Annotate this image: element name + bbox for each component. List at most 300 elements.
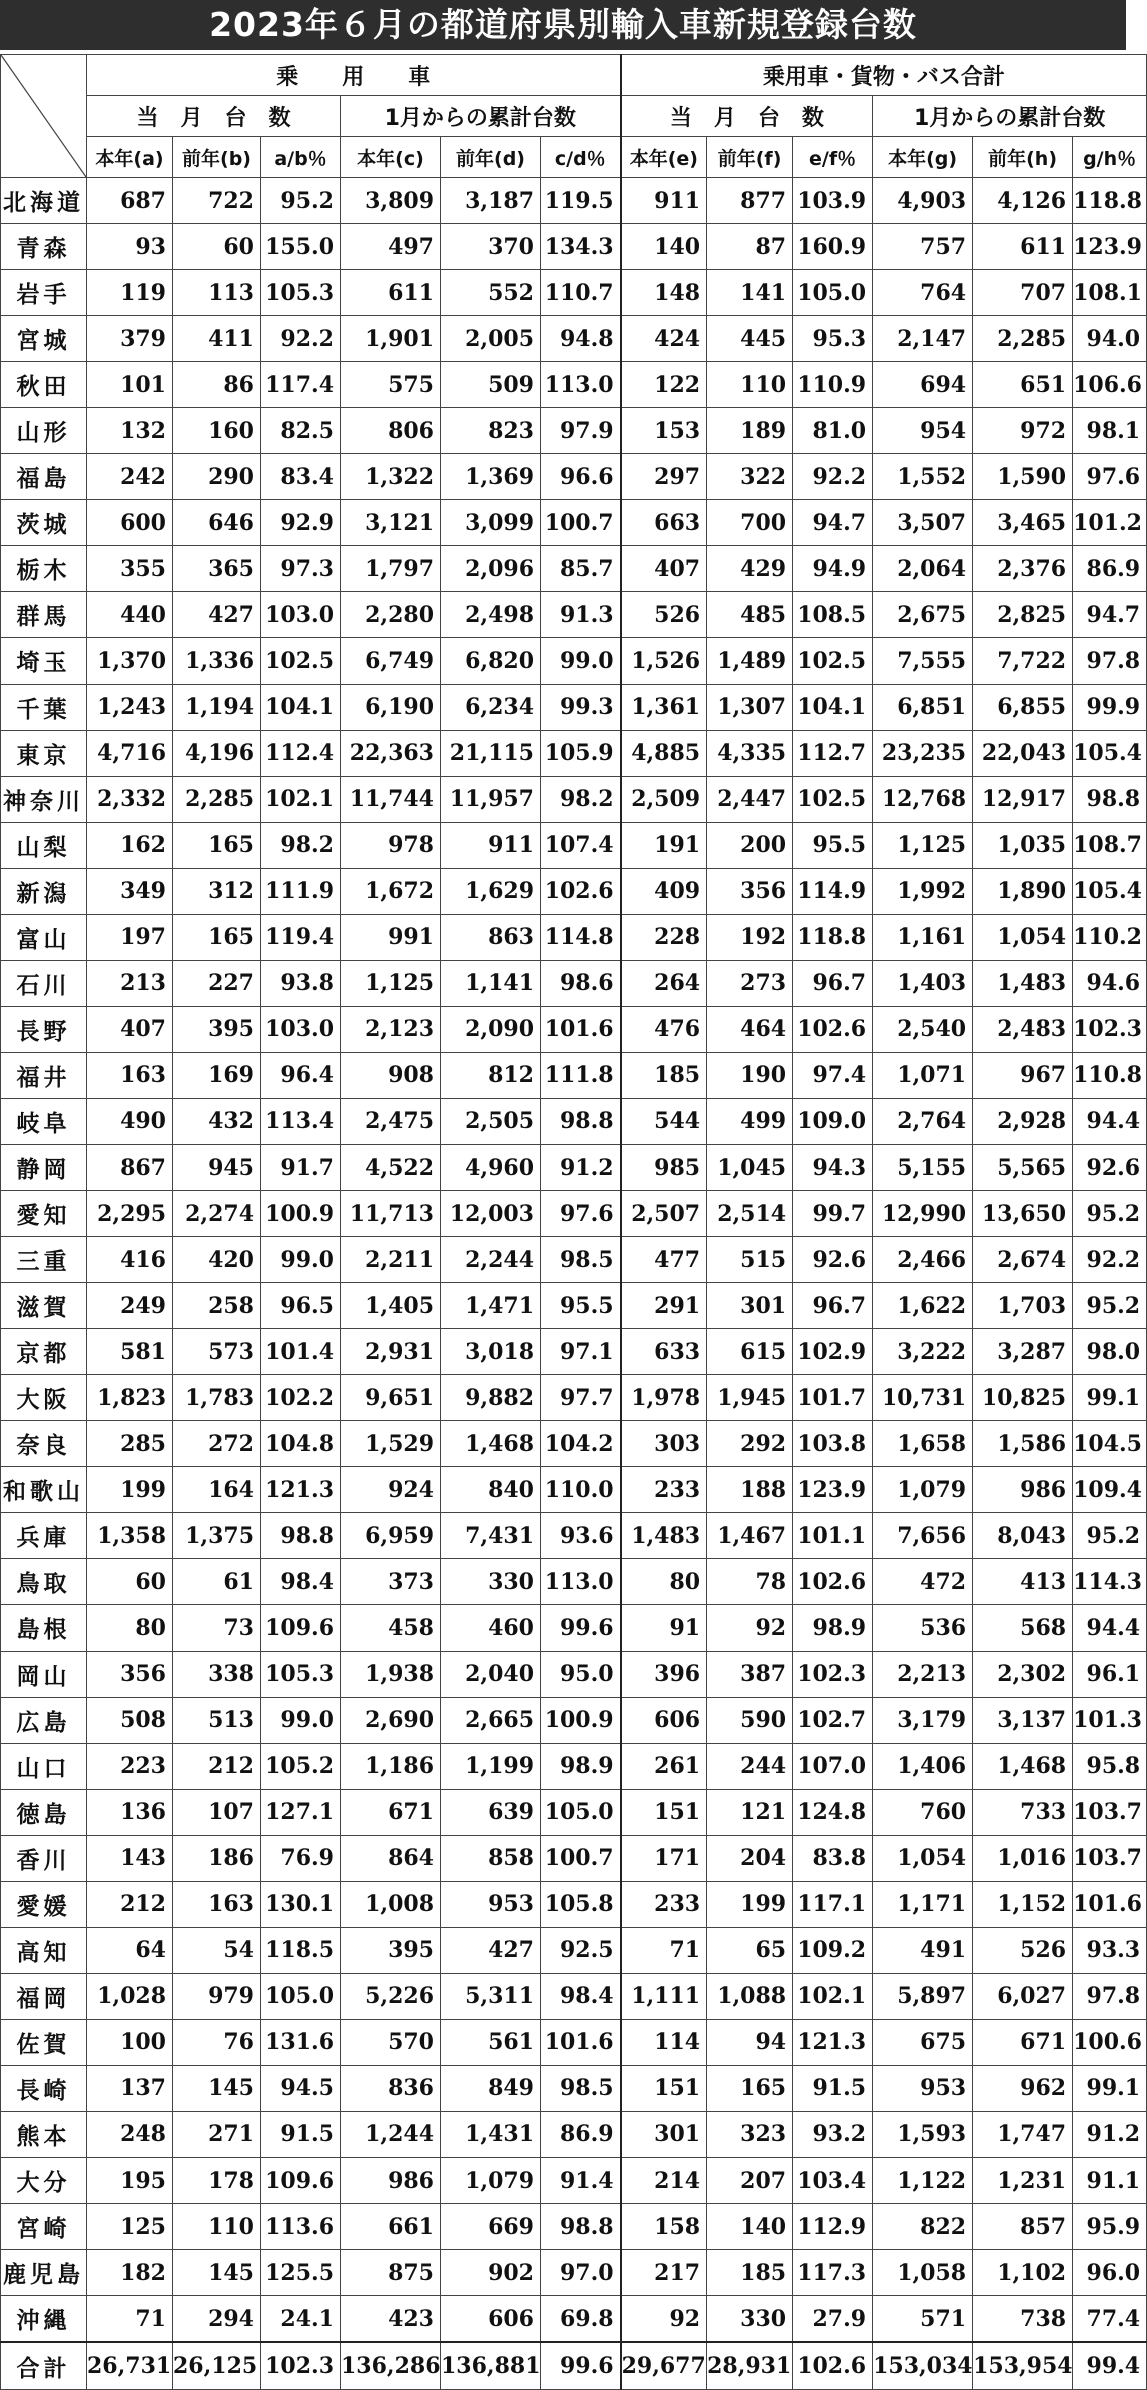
table-row [1, 2158, 1147, 2204]
prefecture-name: 大分 [1, 2158, 87, 2204]
table-cell: 97.1 [541, 1329, 621, 1375]
table-cell: 83.4 [261, 454, 341, 500]
table-cell: 110 [173, 2204, 261, 2250]
table-cell: 248 [87, 2111, 173, 2157]
table-cell: 1,483 [973, 960, 1073, 1006]
table-cell: 136,881 [441, 2342, 541, 2389]
table-cell: 94.4 [1073, 1098, 1147, 1144]
table-cell: 2,509 [621, 776, 707, 822]
prefecture-name: 石川 [1, 960, 87, 1006]
table-cell: 118.5 [261, 1927, 341, 1973]
table-cell: 93.8 [261, 960, 341, 1006]
table-cell: 110.2 [1073, 914, 1147, 960]
table-cell: 1,199 [441, 1743, 541, 1789]
table-cell: 103.4 [793, 2158, 873, 2204]
table-cell: 99.3 [541, 684, 621, 730]
table-cell: 119.4 [261, 914, 341, 960]
table-cell: 561 [441, 2019, 541, 2065]
table-cell: 1,008 [341, 1881, 441, 1927]
table-cell: 102.1 [793, 1973, 873, 2019]
table-cell: 91.2 [1073, 2111, 1147, 2157]
column-header: 本年(e) [621, 137, 707, 178]
table-cell: 92 [621, 2296, 707, 2343]
table-cell: 93 [87, 224, 173, 270]
table-cell: 99.1 [1073, 2065, 1147, 2111]
table-cell: 509 [441, 362, 541, 408]
table-cell: 2,928 [973, 1098, 1073, 1144]
table-cell: 4,960 [441, 1144, 541, 1190]
table-cell: 100.9 [261, 1191, 341, 1237]
table-cell: 1,526 [621, 638, 707, 684]
prefecture-name: 岐阜 [1, 1098, 87, 1144]
table-cell: 108.5 [793, 592, 873, 638]
table-row [1, 960, 1147, 1006]
table-row [1, 1191, 1147, 1237]
table-cell: 22,363 [341, 730, 441, 776]
table-cell: 9,651 [341, 1375, 441, 1421]
table-cell: 99.7 [793, 1191, 873, 1237]
prefecture-name: 大阪 [1, 1375, 87, 1421]
table-cell: 2,285 [173, 776, 261, 822]
table-row [1, 1559, 1147, 1605]
table-cell: 92.2 [261, 316, 341, 362]
table-cell: 109.4 [1073, 1467, 1147, 1513]
table-cell: 102.5 [793, 776, 873, 822]
table-cell: 424 [621, 316, 707, 362]
table-cell: 105.4 [1073, 730, 1147, 776]
table-cell: 1,552 [873, 454, 973, 500]
table-cell: 54 [173, 1927, 261, 1973]
table-cell: 105.0 [541, 1789, 621, 1835]
table-cell: 91.7 [261, 1144, 341, 1190]
table-row [1, 730, 1147, 776]
table-cell: 1,358 [87, 1513, 173, 1559]
table-cell: 291 [621, 1283, 707, 1329]
table-cell: 373 [341, 1559, 441, 1605]
table-cell: 1,370 [87, 638, 173, 684]
table-cell: 764 [873, 270, 973, 316]
table-cell: 633 [621, 1329, 707, 1375]
table-cell: 707 [973, 270, 1073, 316]
table-cell: 87 [707, 224, 793, 270]
table-cell: 105.2 [261, 1743, 341, 1789]
prefecture-name: 鳥取 [1, 1559, 87, 1605]
table-cell: 6,190 [341, 684, 441, 730]
table-cell: 102.6 [793, 1559, 873, 1605]
table-cell: 536 [873, 1605, 973, 1651]
table-cell: 101.6 [1073, 1881, 1147, 1927]
prefecture-name: 徳島 [1, 1789, 87, 1835]
table-cell: 985 [621, 1144, 707, 1190]
table-cell: 99.6 [541, 2342, 621, 2389]
table-cell: 1,471 [441, 1283, 541, 1329]
table-cell: 1,890 [973, 868, 1073, 914]
table-cell: 98.1 [1073, 408, 1147, 454]
table-cell: 228 [621, 914, 707, 960]
table-cell: 110.8 [1073, 1052, 1147, 1098]
prefecture-name: 静岡 [1, 1144, 87, 1190]
table-cell: 2,376 [973, 546, 1073, 592]
table-cell: 962 [973, 2065, 1073, 2111]
table-cell: 94.5 [261, 2065, 341, 2111]
table-cell: 28,931 [707, 2342, 793, 2389]
table-cell: 99.6 [541, 1605, 621, 1651]
table-cell: 185 [621, 1052, 707, 1098]
table-cell: 98.6 [541, 960, 621, 1006]
table-cell: 112.4 [261, 730, 341, 776]
table-cell: 420 [173, 1237, 261, 1283]
table-cell: 199 [87, 1467, 173, 1513]
table-cell: 164 [173, 1467, 261, 1513]
table-cell: 1,186 [341, 1743, 441, 1789]
table-cell: 96.5 [261, 1283, 341, 1329]
table-cell: 1,483 [621, 1513, 707, 1559]
table-cell: 102.9 [793, 1329, 873, 1375]
table-cell: 1,783 [173, 1375, 261, 1421]
table-cell: 155.0 [261, 224, 341, 270]
prefecture-name: 岩手 [1, 270, 87, 316]
table-cell: 97.9 [541, 408, 621, 454]
table-row [1, 1789, 1147, 1835]
table-cell: 109.2 [793, 1927, 873, 1973]
table-cell: 223 [87, 1743, 173, 1789]
column-header: 前年(h) [973, 137, 1073, 178]
table-cell: 1,028 [87, 1973, 173, 2019]
table-cell: 427 [441, 1927, 541, 1973]
table-cell: 91.2 [541, 1144, 621, 1190]
table-row [1, 1098, 1147, 1144]
table-cell: 26,731 [87, 2342, 173, 2389]
table-cell: 125 [87, 2204, 173, 2250]
table-cell: 2,675 [873, 592, 973, 638]
table-cell: 91.5 [793, 2065, 873, 2111]
table-cell: 185 [707, 2250, 793, 2296]
table-cell: 98.4 [261, 1559, 341, 1605]
table-cell: 407 [87, 1006, 173, 1052]
table-cell: 2,483 [973, 1006, 1073, 1052]
table-cell: 1,938 [341, 1651, 441, 1697]
table-cell: 2,764 [873, 1098, 973, 1144]
table-cell: 191 [621, 822, 707, 868]
table-cell: 96.0 [1073, 2250, 1147, 2296]
table-cell: 1,405 [341, 1283, 441, 1329]
table-cell: 95.2 [1073, 1283, 1147, 1329]
table-cell: 902 [441, 2250, 541, 2296]
table-cell: 2,466 [873, 1237, 973, 1283]
table-cell: 490 [87, 1098, 173, 1144]
prefecture-name: 宮城 [1, 316, 87, 362]
table-cell: 65 [707, 1927, 793, 1973]
table-cell: 1,992 [873, 868, 973, 914]
passenger-month-header: 当 月 台 数 [87, 96, 341, 137]
table-cell: 91 [621, 1605, 707, 1651]
table-row [1, 1144, 1147, 1190]
table-cell: 104.5 [1073, 1421, 1147, 1467]
table-cell: 301 [621, 2111, 707, 2157]
table-cell: 93.2 [793, 2111, 873, 2157]
table-cell: 615 [707, 1329, 793, 1375]
table-cell: 163 [87, 1052, 173, 1098]
table-cell: 954 [873, 408, 973, 454]
table-cell: 836 [341, 2065, 441, 2111]
table-cell: 2,514 [707, 1191, 793, 1237]
table-cell: 606 [441, 2296, 541, 2343]
table-cell: 104.2 [541, 1421, 621, 1467]
table-cell: 91.3 [541, 592, 621, 638]
table-cell: 105.9 [541, 730, 621, 776]
table-cell: 330 [707, 2296, 793, 2343]
table-cell: 10,731 [873, 1375, 973, 1421]
table-cell: 639 [441, 1789, 541, 1835]
prefecture-name: 香川 [1, 1835, 87, 1881]
table-cell: 165 [707, 2065, 793, 2111]
table-cell: 153 [621, 408, 707, 454]
table-cell: 95.2 [1073, 1191, 1147, 1237]
table-header [1, 55, 1147, 178]
table-cell: 6,959 [341, 1513, 441, 1559]
prefecture-name: 合計 [1, 2342, 87, 2389]
table-cell: 130.1 [261, 1881, 341, 1927]
table-cell: 472 [873, 1559, 973, 1605]
table-cell: 112.9 [793, 2204, 873, 2250]
table-cell: 103.9 [793, 178, 873, 224]
table-cell: 2,690 [341, 1697, 441, 1743]
table-cell: 92.2 [793, 454, 873, 500]
prefecture-name: 山形 [1, 408, 87, 454]
table-cell: 571 [873, 2296, 973, 2343]
table-cell: 2,825 [973, 592, 1073, 638]
table-cell: 671 [341, 1789, 441, 1835]
table-cell: 86.9 [1073, 546, 1147, 592]
prefecture-name: 三重 [1, 1237, 87, 1283]
table-cell: 2,447 [707, 776, 793, 822]
table-cell: 132 [87, 408, 173, 454]
table-cell: 1,307 [707, 684, 793, 730]
table-cell: 573 [173, 1329, 261, 1375]
table-cell: 395 [341, 1927, 441, 1973]
table-cell: 515 [707, 1237, 793, 1283]
table-cell: 669 [441, 2204, 541, 2250]
table-cell: 429 [707, 546, 793, 592]
table-cell: 94.3 [793, 1144, 873, 1190]
table-cell: 491 [873, 1927, 973, 1973]
column-header: 前年(b) [173, 137, 261, 178]
prefecture-name: 鹿児島 [1, 2250, 87, 2296]
table-cell: 663 [621, 500, 707, 546]
table-cell: 413 [973, 1559, 1073, 1605]
table-cell: 98.2 [261, 822, 341, 868]
table-cell: 700 [707, 500, 793, 546]
table-cell: 97.7 [541, 1375, 621, 1421]
table-cell: 409 [621, 868, 707, 914]
prefecture-name: 群馬 [1, 592, 87, 638]
table-cell: 92.6 [1073, 1144, 1147, 1190]
prefecture-name: 山梨 [1, 822, 87, 868]
table-cell: 1,071 [873, 1052, 973, 1098]
table-cell: 2,274 [173, 1191, 261, 1237]
prefecture-name: 和歌山 [1, 1467, 87, 1513]
table-cell: 1,336 [173, 638, 261, 684]
table-cell: 2,211 [341, 1237, 441, 1283]
total-row [1, 2342, 1147, 2389]
table-cell: 1,529 [341, 1421, 441, 1467]
table-cell: 1,161 [873, 914, 973, 960]
prefecture-name: 熊本 [1, 2111, 87, 2157]
table-cell: 212 [173, 1743, 261, 1789]
table-cell: 953 [441, 1881, 541, 1927]
table-cell: 61 [173, 1559, 261, 1605]
table-row [1, 1697, 1147, 1743]
table-cell: 4,196 [173, 730, 261, 776]
table-cell: 365 [173, 546, 261, 592]
table-cell: 124.8 [793, 1789, 873, 1835]
table-cell: 97.6 [541, 1191, 621, 1237]
table-cell: 98.8 [261, 1513, 341, 1559]
table-cell: 189 [707, 408, 793, 454]
table-cell: 109.0 [793, 1098, 873, 1144]
table-cell: 349 [87, 868, 173, 914]
table-cell: 227 [173, 960, 261, 1006]
table-cell: 1,406 [873, 1743, 973, 1789]
table-cell: 1,489 [707, 638, 793, 684]
table-cell: 114.9 [793, 868, 873, 914]
table-cell: 249 [87, 1283, 173, 1329]
table-cell: 485 [707, 592, 793, 638]
table-cell: 1,231 [973, 2158, 1073, 2204]
table-cell: 106.6 [1073, 362, 1147, 408]
table-cell: 1,243 [87, 684, 173, 730]
page-title: 2023年６月の都道府県別輸入車新規登録台数 [0, 0, 1126, 50]
table-cell: 94.7 [1073, 592, 1147, 638]
table-cell: 301 [707, 1283, 793, 1329]
table-cell: 1,590 [973, 454, 1073, 500]
table-cell: 875 [341, 2250, 441, 2296]
table-cell: 12,990 [873, 1191, 973, 1237]
table-cell: 2,505 [441, 1098, 541, 1144]
table-cell: 105.8 [541, 1881, 621, 1927]
table-cell: 200 [707, 822, 793, 868]
table-cell: 972 [973, 408, 1073, 454]
table-cell: 102.6 [793, 1006, 873, 1052]
table-cell: 978 [341, 822, 441, 868]
table-cell: 119 [87, 270, 173, 316]
table-cell: 297 [621, 454, 707, 500]
table-cell: 600 [87, 500, 173, 546]
table-cell: 2,090 [441, 1006, 541, 1052]
prefecture-name: 長野 [1, 1006, 87, 1052]
table-cell: 99.1 [1073, 1375, 1147, 1421]
table-cell: 103.0 [261, 1006, 341, 1052]
table-cell: 3,179 [873, 1697, 973, 1743]
table-cell: 863 [441, 914, 541, 960]
prefecture-name: 奈良 [1, 1421, 87, 1467]
table-cell: 7,555 [873, 638, 973, 684]
table-cell: 2,332 [87, 776, 173, 822]
prefecture-name: 千葉 [1, 684, 87, 730]
table-cell: 7,431 [441, 1513, 541, 1559]
table-cell: 581 [87, 1329, 173, 1375]
column-header: a/b％ [261, 137, 341, 178]
table-cell: 812 [441, 1052, 541, 1098]
table-cell: 117.1 [793, 1881, 873, 1927]
table-cell: 2,475 [341, 1098, 441, 1144]
table-cell: 2,302 [973, 1651, 1073, 1697]
table-cell: 3,121 [341, 500, 441, 546]
table-cell: 687 [87, 178, 173, 224]
table-cell: 82.5 [261, 408, 341, 454]
column-header: g/h％ [1073, 137, 1147, 178]
table-cell: 97.0 [541, 2250, 621, 2296]
table-cell: 244 [707, 1743, 793, 1789]
table-cell: 136,286 [341, 2342, 441, 2389]
table-cell: 118.8 [1073, 178, 1147, 224]
table-cell: 967 [973, 1052, 1073, 1098]
table-cell: 651 [973, 362, 1073, 408]
table-cell: 111.8 [541, 1052, 621, 1098]
table-cell: 98.9 [541, 1743, 621, 1789]
table-cell: 242 [87, 454, 173, 500]
table-cell: 113.6 [261, 2204, 341, 2250]
table-cell: 991 [341, 914, 441, 960]
table-cell: 396 [621, 1651, 707, 1697]
table-cell: 356 [707, 868, 793, 914]
table-cell: 2,507 [621, 1191, 707, 1237]
table-cell: 114.8 [541, 914, 621, 960]
table-cell: 80 [87, 1605, 173, 1651]
table-cell: 97.8 [1073, 638, 1147, 684]
table-cell: 477 [621, 1237, 707, 1283]
table-cell: 95.2 [1073, 1513, 1147, 1559]
table-cell: 60 [173, 224, 261, 270]
table-cell: 137 [87, 2065, 173, 2111]
table-cell: 590 [707, 1697, 793, 1743]
table-cell: 416 [87, 1237, 173, 1283]
table-cell: 1,102 [973, 2250, 1073, 2296]
table-cell: 1,125 [873, 822, 973, 868]
table-cell: 273 [707, 960, 793, 1006]
table-cell: 4,903 [873, 178, 973, 224]
table-cell: 101.1 [793, 1513, 873, 1559]
table-cell: 73 [173, 1605, 261, 1651]
table-cell: 322 [707, 454, 793, 500]
table-cell: 99.9 [1073, 684, 1147, 730]
table-cell: 98.0 [1073, 1329, 1147, 1375]
table-row [1, 638, 1147, 684]
prefecture-name: 新潟 [1, 868, 87, 914]
table-cell: 5,897 [873, 1973, 973, 2019]
table-cell: 151 [621, 2065, 707, 2111]
table-cell: 102.3 [261, 2342, 341, 2389]
column-header: e/f％ [793, 137, 873, 178]
table-cell: 98.2 [541, 776, 621, 822]
table-cell: 1,468 [441, 1421, 541, 1467]
table-cell: 285 [87, 1421, 173, 1467]
table-cell: 945 [173, 1144, 261, 1190]
table-cell: 4,126 [973, 178, 1073, 224]
table-cell: 12,768 [873, 776, 973, 822]
table-cell: 207 [707, 2158, 793, 2204]
table-cell: 1,016 [973, 1835, 1073, 1881]
prefecture-name: 秋田 [1, 362, 87, 408]
table-cell: 98.5 [541, 1237, 621, 1283]
table-row [1, 1743, 1147, 1789]
table-row [1, 2065, 1147, 2111]
table-cell: 121.3 [261, 1467, 341, 1513]
table-cell: 2,498 [441, 592, 541, 638]
table-cell: 96.7 [793, 1283, 873, 1329]
table-row [1, 1835, 1147, 1881]
table-row [1, 1651, 1147, 1697]
